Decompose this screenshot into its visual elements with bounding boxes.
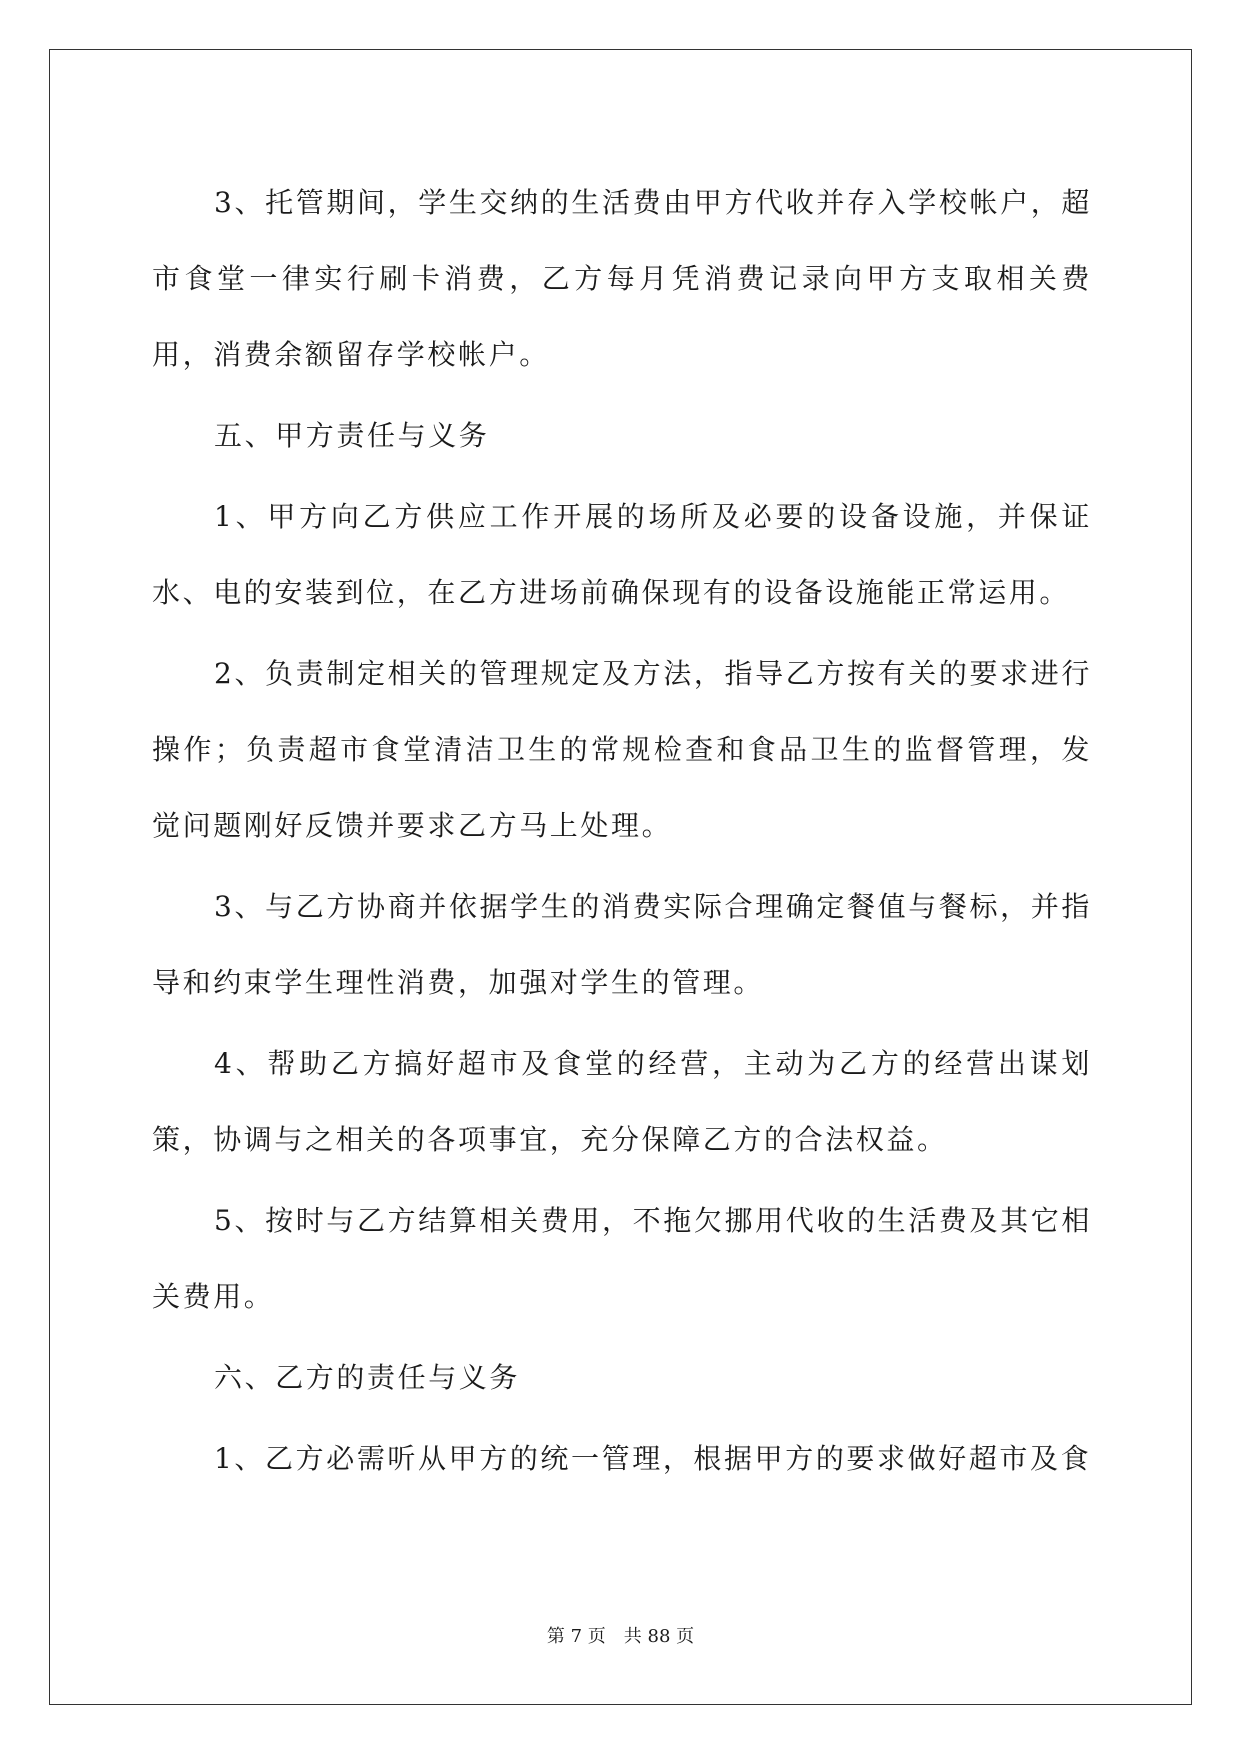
paragraph: 1、乙方必需听从甲方的统一管理，根据甲方的要求做好超市及食 [214, 1442, 1092, 1475]
page-number-footer: 第 7 页 共 88 页 [546, 1626, 695, 1647]
section-heading: 六、乙方的责任与义务 [214, 1361, 521, 1394]
paragraph: 3、托管期间，学生交纳的生活费由甲方代收并存入学校帐户，超市食堂一律实行刷卡消费，乙方每月凭消费记录向甲方支取相关费用，消费余额留存学校帐户。 [152, 186, 1092, 371]
section-heading: 五、甲方责任与义务 [214, 419, 490, 452]
document-body [152, 165, 1092, 1502]
paragraph: 1、甲方向乙方供应工作开展的场所及必要的设备设施，并保证水、电的安装到位，在乙方进场前确保现有的设备设施能正常运用。 [152, 500, 1092, 609]
paragraph: 5、按时与乙方结算相关费用，不拖欠挪用代收的生活费及其它相关费用。 [152, 1204, 1092, 1313]
paragraph: 2、负责制定相关的管理规定及方法，指导乙方按有关的要求进行操作；负责超市食堂清洁卫生的常规检查和食品卫生的监督管理，发觉问题刚好反馈并要求乙方马上处理。 [152, 657, 1092, 842]
paragraph: 4、帮助乙方搞好超市及食堂的经营，主动为乙方的经营出谋划策，协调与之相关的各项事宜，充分保障乙方的合法权益。 [152, 1047, 1092, 1156]
paragraph: 3、与乙方协商并依据学生的消费实际合理确定餐值与餐标，并指导和约束学生理性消费，加强对学生的管理。 [152, 890, 1092, 999]
